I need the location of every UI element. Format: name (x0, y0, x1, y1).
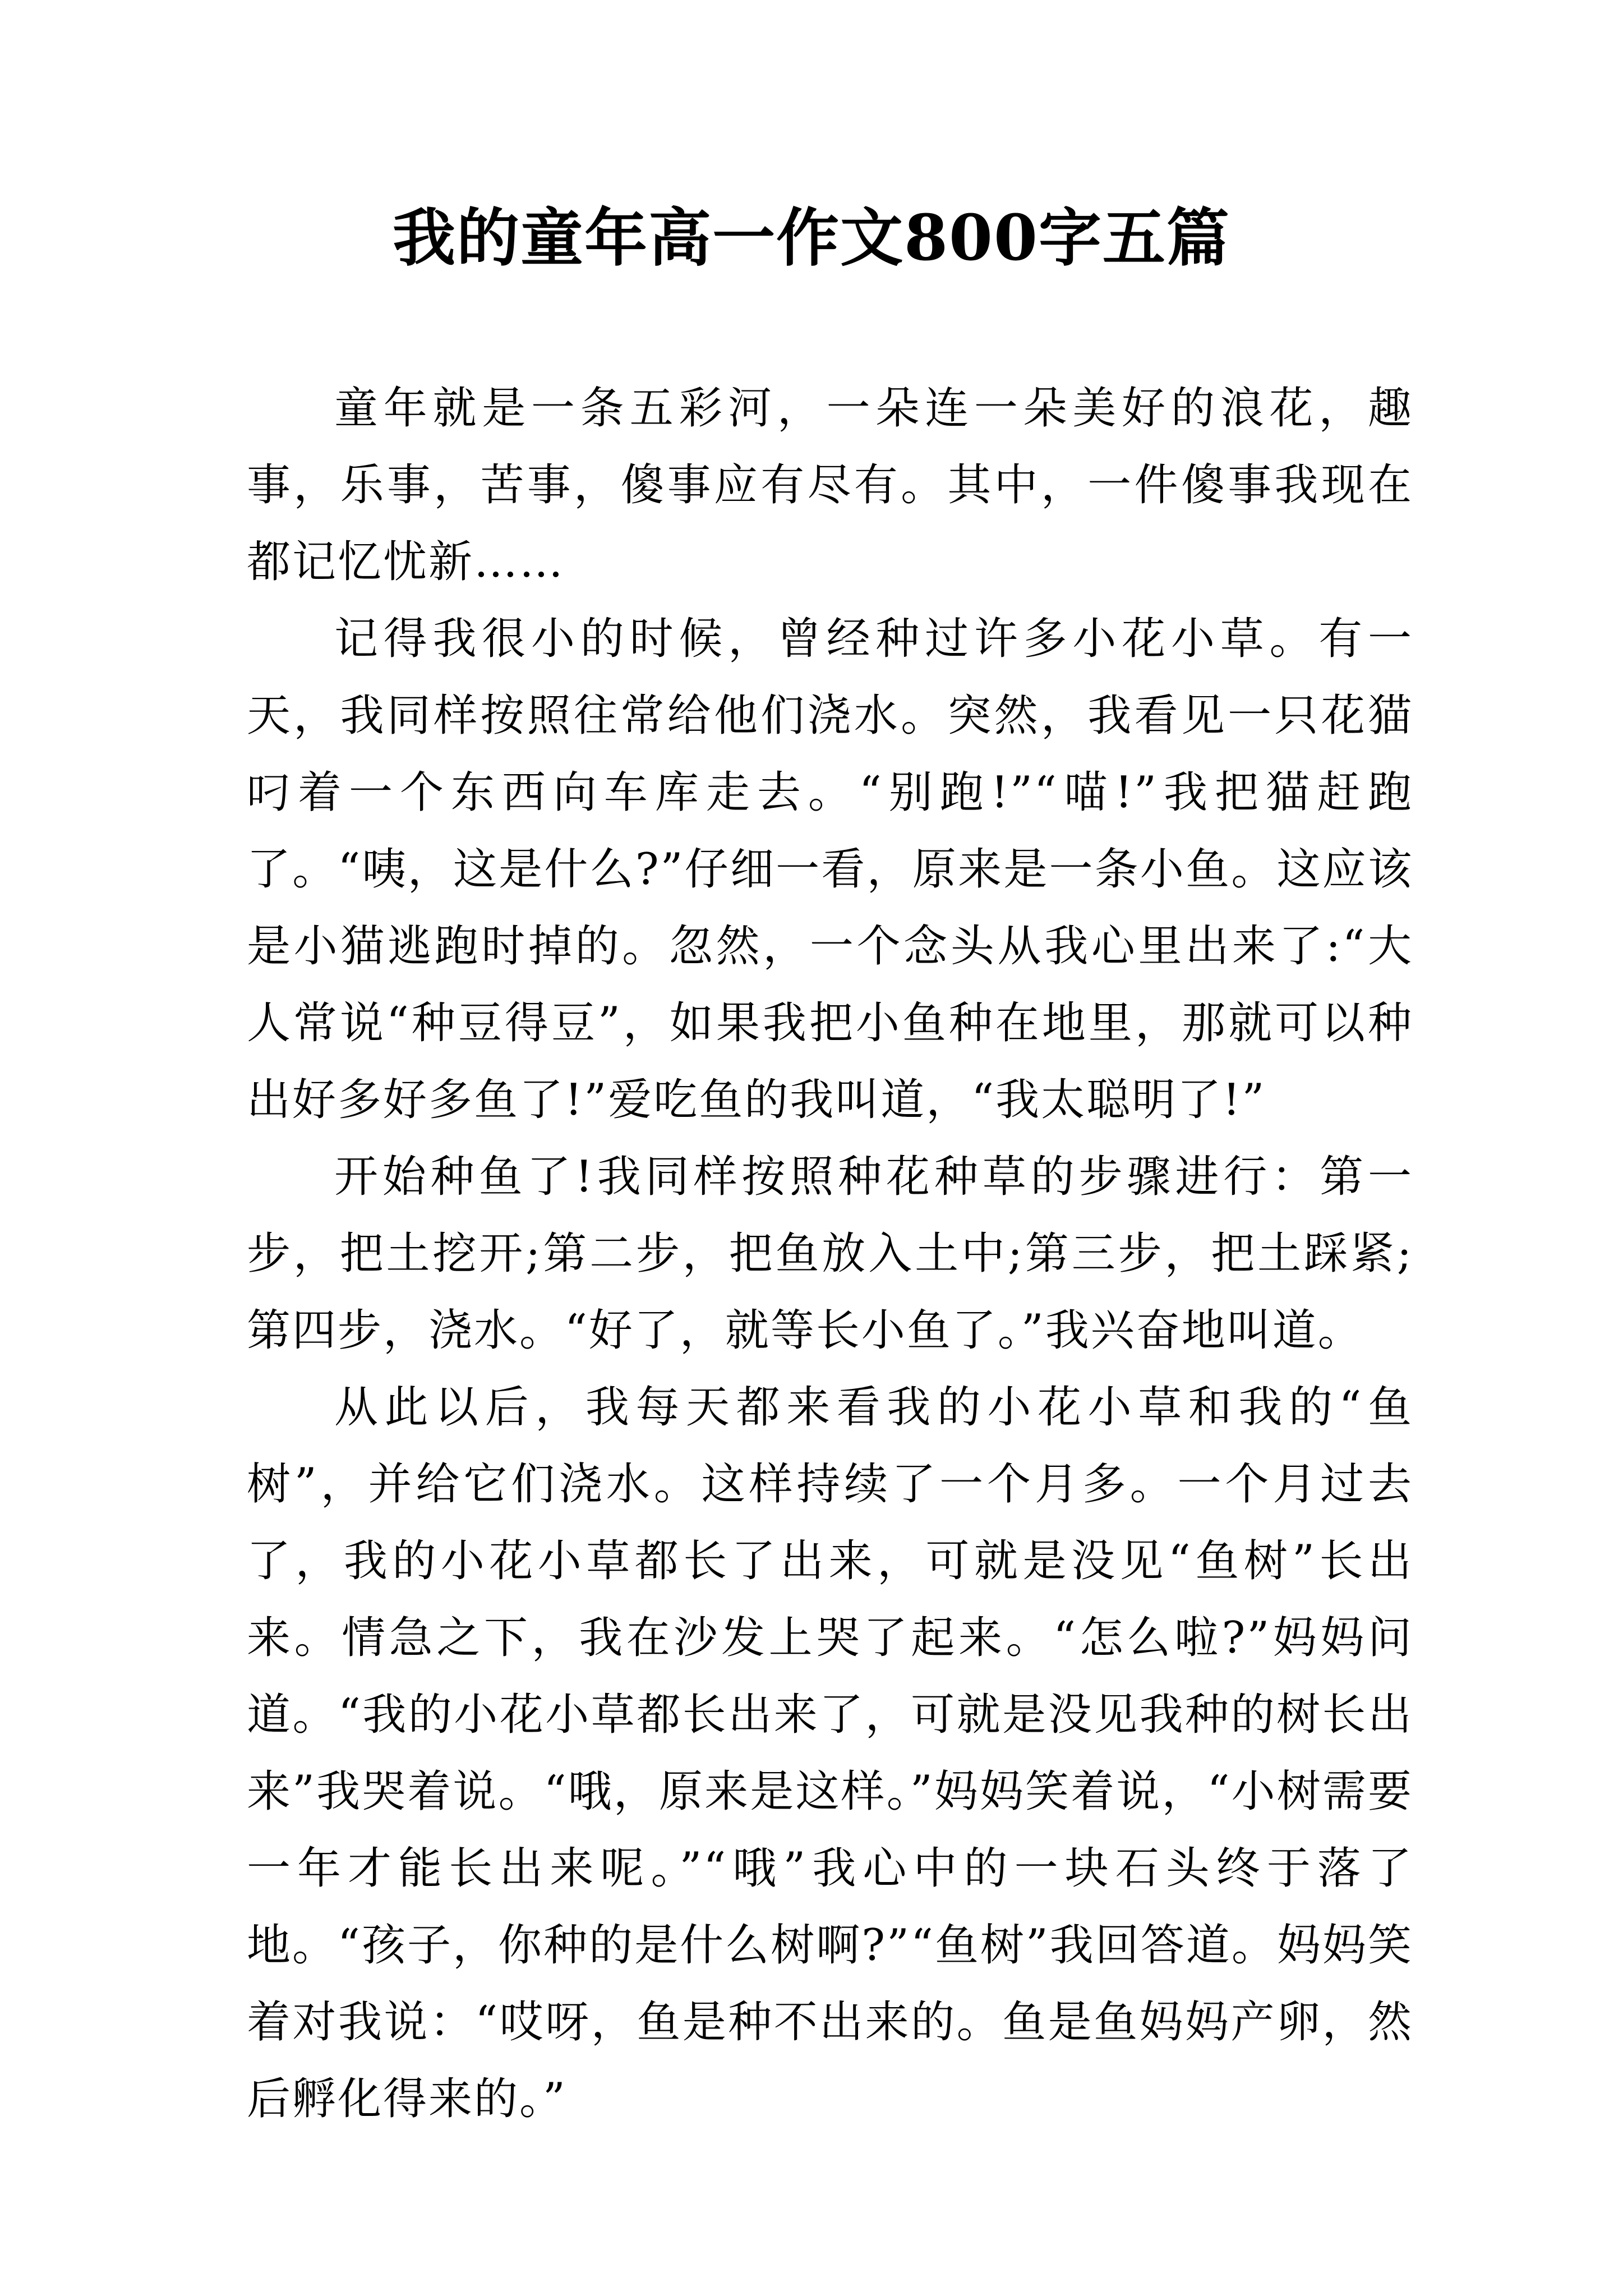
paragraph-2: 记得我很小的时候，曾经种过许多小花小草。有一天，我同样按照往常给他们浇水。突然，我看见一只花猫叼着一个东西向车库走去。“别跑!”“喵!”我把猫赶跑了。“咦，这是什么?”仔细一看，原来是一条小鱼。这应该是小猫逃跑时掉的。忽然，一个念头从我心里出来了:“大人常说“种豆得豆”，如果我把小鱼种在地里，那就可以种出好多好多鱼了!”爱吃鱼的我叫道，“我太聪明了!” (247, 614, 1413, 1125)
paragraph-1: 童年就是一条五彩河，一朵连一朵美好的浪花，趣事，乐事，苦事，傻事应有尽有。其中，一件傻事我现在都记忆忧新…… (247, 383, 1413, 587)
document-title: 我的童年高一作文800字五篇 (393, 201, 1230, 275)
paragraph-3: 开始种鱼了!我同样按照种花种草的步骤进行：第一步，把土挖开;第二步，把鱼放入土中;第三步，把土踩紧;第四步，浇水。“好了，就等长小鱼了。”我兴奋地叫道。 (247, 1152, 1413, 1356)
paragraph-4: 从此以后，我每天都来看我的小花小草和我的“鱼树”，并给它们浇水。这样持续了一个月多。一个月过去了，我的小花小草都长了出来，可就是没见“鱼树”长出来。情急之下，我在沙发上哭了起来。“怎么啦?”妈妈问道。“我的小花小草都长出来了，可就是没见我种的树长出来”我哭着说。“哦，原来是这样。”妈妈笑着说，“小树需要一年才能长出来呢。”“哦”我心中的一块石头终于落了地。“孩子，你种的是什么树啊?”“鱼树”我回答道。妈妈笑着对我说：“哎呀，鱼是种不出来的。鱼是鱼妈妈产卵，然后孵化得来的。” (247, 1382, 1413, 2124)
document-body (247, 370, 1413, 2138)
